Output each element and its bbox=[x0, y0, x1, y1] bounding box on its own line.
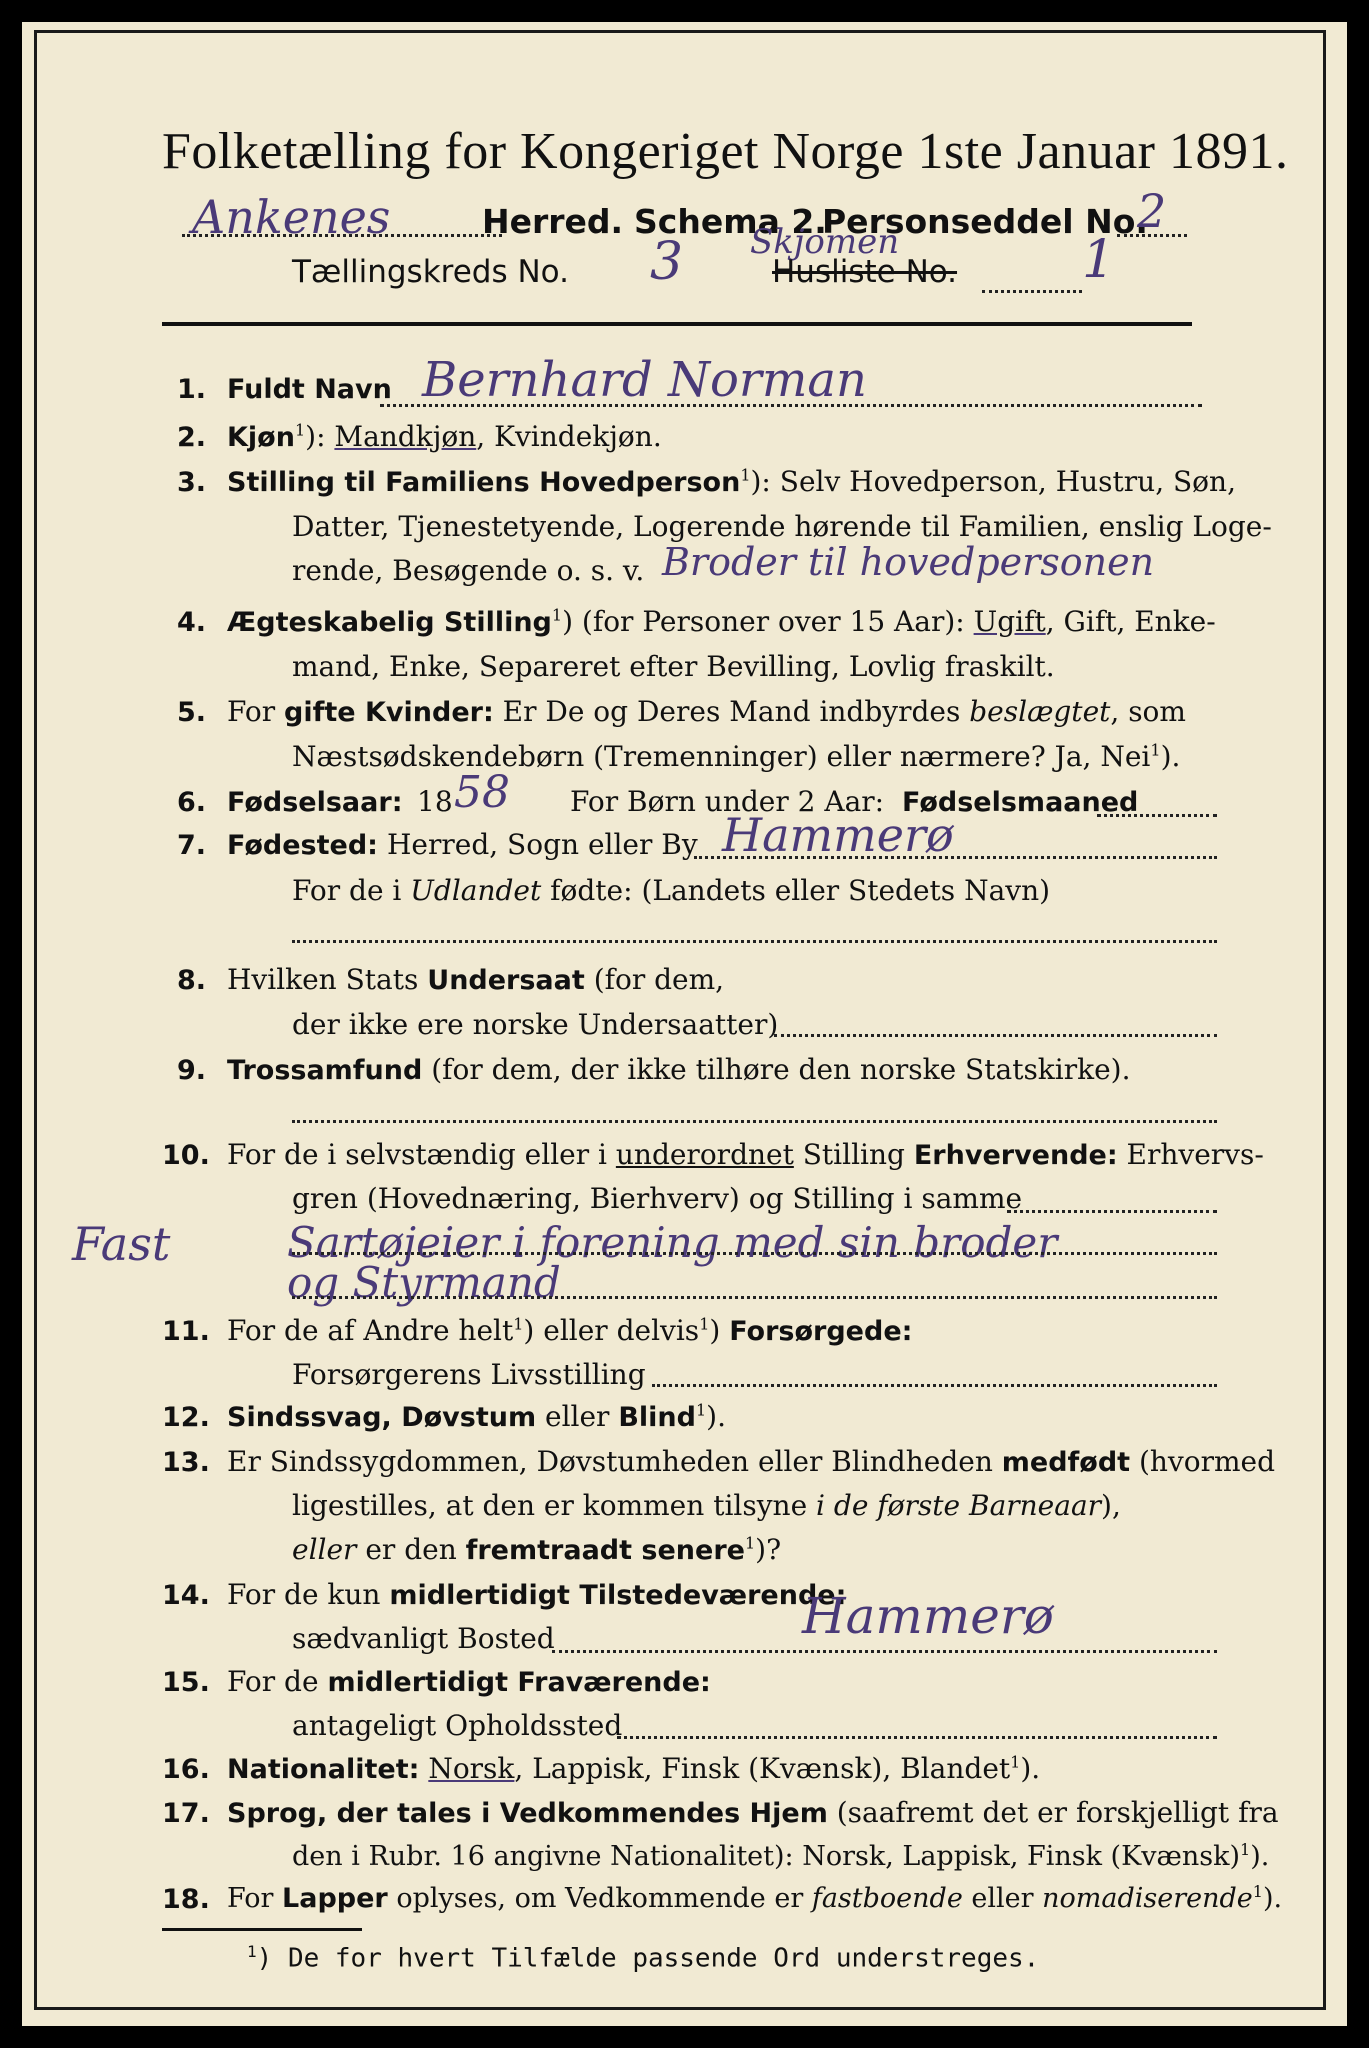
q16-label: Nationalitet: bbox=[227, 1754, 420, 1785]
q10-dots bbox=[1007, 1210, 1217, 1213]
q9-text: (for dem, der ikke tilhøre den norske Statskirke). bbox=[422, 1053, 1131, 1086]
q18-text: For bbox=[227, 1883, 283, 1914]
q15-line2: antageligt Opholdssted bbox=[292, 1709, 623, 1742]
personseddel-value: 2 bbox=[1137, 184, 1167, 238]
q5-text2: Næstsødskendebørn (Tremenninger) eller nærmere? Ja, Nei bbox=[292, 740, 1151, 773]
schema-label: Schema 2. bbox=[634, 202, 827, 241]
q3-value: Broder til hovedpersonen bbox=[662, 540, 1155, 584]
q7-text2b: fødte: (Landets eller Stedets Navn) bbox=[541, 874, 1051, 907]
q10-dots-2 bbox=[292, 1252, 1217, 1255]
q10-value-line1: Sartøjeier i forening med sin broder bbox=[287, 1218, 1058, 1267]
personseddel-dots bbox=[1117, 234, 1187, 237]
q13-line1 bbox=[227, 1445, 1275, 1478]
husliste-label: Husliste No. bbox=[772, 254, 958, 290]
q11-text-b: ) eller delvis bbox=[523, 1314, 700, 1347]
q3-line3: rende, Besøgende o. s. v. bbox=[292, 554, 645, 587]
q11-footnote-ref-2: 1 bbox=[699, 1314, 710, 1334]
q5-footnote-ref: 1 bbox=[1150, 740, 1161, 760]
q11-text: For de af Andre helt bbox=[227, 1314, 514, 1347]
q10-line2: gren (Hovednæring, Bierhverv) og Stilling i samme bbox=[292, 1182, 1023, 1215]
q8-label: Undersaat bbox=[427, 965, 585, 996]
q7-value: Hammerø bbox=[722, 808, 954, 862]
q7-line2 bbox=[292, 874, 1050, 907]
q9-dots bbox=[292, 1120, 1217, 1123]
q14-label: midlertidigt Tilstedeværende: bbox=[389, 1580, 847, 1611]
q8-text-b: (for dem, bbox=[584, 963, 725, 996]
q12-label2: Blind bbox=[618, 1402, 696, 1433]
personseddel-label: Personseddel No. bbox=[822, 202, 1148, 241]
q13-bold2: fremtraadt senere bbox=[465, 1535, 745, 1566]
q15-text: For de bbox=[227, 1665, 328, 1698]
q13-text3b: er den bbox=[356, 1533, 466, 1566]
q17-text2: den i Rubr. 16 angivne Nationalitet): Norsk, Lappisk, Finsk (Kvænsk) bbox=[292, 1841, 1241, 1872]
kreds-label: Tællingskreds No. bbox=[292, 254, 569, 290]
q7-dots bbox=[694, 856, 1217, 859]
q5-text-a: For bbox=[227, 695, 285, 728]
q13-line2 bbox=[292, 1489, 1121, 1522]
q18-line1: For Lapper oplyses, om Vedkommende er fastboende eller nomadiserende$^1$). bbox=[227, 1882, 1283, 1914]
q18-footnote-ref: 1 bbox=[1252, 1882, 1263, 1901]
q16-option-norsk: Norsk bbox=[428, 1752, 515, 1785]
q8-line1 bbox=[227, 963, 724, 996]
q17-label: Sprog, der tales i Vedkommendes Hjem bbox=[227, 1798, 828, 1829]
q15-label: midlertidigt Fraværende: bbox=[327, 1667, 711, 1698]
q12-footnote-ref: 1 bbox=[695, 1400, 707, 1420]
q1-label: Fuldt Navn bbox=[227, 374, 392, 405]
q4-footnote-ref: 1 bbox=[551, 605, 563, 625]
q5-line2: Næstsødskendebørn (Tremenninger) eller nærmere? Ja, Nei$^1$). bbox=[292, 740, 1181, 773]
q18-italic2: nomadiserende bbox=[1042, 1883, 1253, 1914]
q14-value: Hammerø bbox=[802, 1587, 1054, 1645]
q4-text1a: ) (for Personer over 15 Aar): bbox=[562, 605, 974, 638]
q11-label: Forsørgede: bbox=[729, 1316, 913, 1347]
q16-line1: Nationalitet: Norsk, Lappisk, Finsk (Kvænsk), Blandet$^1$). bbox=[227, 1752, 1041, 1785]
q11-number: 11. bbox=[162, 1316, 210, 1347]
q3-footnote-ref: 1 bbox=[740, 465, 751, 485]
q4-line2: mand, Enke, Separeret efter Bevilling, Lovlig fraskilt. bbox=[292, 650, 1055, 683]
q14-dots bbox=[552, 1650, 1217, 1653]
q17-number: 17. bbox=[162, 1798, 210, 1829]
q15-dots bbox=[617, 1736, 1217, 1739]
q7-text2a: For de i bbox=[292, 874, 411, 907]
q2-option-kvindekjon: , Kvindekjøn. bbox=[476, 420, 662, 453]
q10-margin-note: Fast bbox=[72, 1217, 171, 1271]
q3-text1: ): Selv Hovedperson, Hustru, Søn, bbox=[750, 465, 1236, 498]
q4-option-ugift: Ugift bbox=[973, 605, 1046, 638]
q14-line2: sædvanligt Bosted bbox=[292, 1622, 555, 1655]
q5-line1 bbox=[227, 695, 1186, 728]
q13-text1b: (hvormed bbox=[1130, 1445, 1276, 1478]
footnote-mark: 1 bbox=[247, 1942, 257, 1961]
q10-text-a: For de i selvstændig eller i bbox=[227, 1138, 616, 1171]
q12-text: eller bbox=[536, 1400, 619, 1433]
husliste-value: 1 bbox=[1082, 230, 1116, 290]
q6-value: 58 bbox=[454, 767, 510, 818]
q4-text1b: , Gift, Enke- bbox=[1045, 605, 1216, 638]
q3-line1 bbox=[227, 465, 1236, 498]
q11-dots bbox=[652, 1384, 1217, 1387]
q3-line2: Datter, Tjenestetyende, Logerende hørende til Familien, enslig Loge- bbox=[292, 510, 1272, 543]
q12-number: 12. bbox=[162, 1402, 210, 1433]
q8-text-a: Hvilken Stats bbox=[227, 963, 428, 996]
q13-text2a: ligestilles, at den er kommen tilsyne bbox=[292, 1489, 817, 1522]
q14-number: 14. bbox=[162, 1580, 210, 1611]
q10-label: Erhvervende: bbox=[913, 1140, 1118, 1171]
q2-row bbox=[227, 420, 662, 453]
q2-footnote-ref: 1 bbox=[294, 420, 306, 440]
q7-abroad-dots bbox=[292, 940, 1217, 943]
q4-number: 4. bbox=[177, 607, 207, 638]
q8-dots bbox=[774, 1034, 1217, 1037]
q10-text-b: Stilling bbox=[793, 1138, 914, 1171]
herred-label: Herred. bbox=[482, 202, 624, 241]
q11-footnote-ref-1: 1 bbox=[513, 1314, 524, 1334]
q14-line1 bbox=[227, 1578, 846, 1611]
q12-line1: Sindssvag, Døvstum eller Blind$^1$). bbox=[227, 1400, 726, 1433]
q13-number: 13. bbox=[162, 1447, 210, 1478]
q5-number: 5. bbox=[177, 697, 207, 728]
form-title: Folketælling for Kongeriget Norge 1ste Januar 1891. bbox=[162, 123, 1289, 180]
q18-label: Lapper bbox=[282, 1883, 388, 1914]
census-form-page bbox=[22, 22, 1347, 2026]
q13-bold: medfødt bbox=[1001, 1447, 1131, 1478]
q18-text2: oplyses, om Vedkommende er bbox=[387, 1883, 812, 1914]
q4-label: Ægteskabelig Stilling bbox=[227, 607, 552, 638]
q2-label: Kjøn bbox=[227, 422, 295, 453]
q5-italic: beslægtet bbox=[969, 695, 1111, 728]
q15-number: 15. bbox=[162, 1667, 210, 1698]
q5-text1b: , som bbox=[1110, 695, 1186, 728]
q18-italic1: fastboende bbox=[811, 1883, 963, 1914]
q6-text: For Børn under 2 Aar: bbox=[570, 785, 885, 818]
q13-italic: i de første Barneaar bbox=[816, 1489, 1102, 1522]
q13-text3a: eller bbox=[292, 1533, 357, 1566]
q10-number: 10. bbox=[162, 1140, 210, 1171]
footnote bbox=[247, 1942, 1039, 1974]
q1-value-name: Bernhard Norman bbox=[422, 352, 867, 408]
q17-footnote-ref: 1 bbox=[1240, 1840, 1251, 1859]
q13-text2b: ), bbox=[1101, 1489, 1121, 1522]
q2-number: 2. bbox=[177, 422, 207, 453]
q3-number: 3. bbox=[177, 467, 207, 498]
q16-text: , Lappisk, Finsk (Kvænsk), Blandet bbox=[514, 1752, 1011, 1785]
q13-footnote-ref: 1 bbox=[744, 1533, 756, 1553]
q5-text1: Er De og Deres Mand indbyrdes bbox=[493, 695, 970, 728]
q12-label: Sindssvag, Døvstum bbox=[227, 1402, 537, 1433]
husliste-dots bbox=[982, 290, 1082, 293]
q16-footnote-ref: 1 bbox=[1010, 1752, 1021, 1772]
q11-line2: Forsørgerens Livsstilling bbox=[292, 1358, 646, 1391]
q9-number: 9. bbox=[177, 1055, 207, 1086]
q6-label2: Fødselsmaaned bbox=[902, 787, 1139, 818]
q8-line2: der ikke ere norske Undersaatter) bbox=[292, 1008, 779, 1041]
q6-prefix: 18 bbox=[417, 785, 453, 818]
q13-line3: eller er den fremtraadt senere$^1$)? bbox=[292, 1533, 782, 1566]
q10-value-line2: og Styrmand bbox=[287, 1258, 561, 1307]
q7-label: Fødested: bbox=[227, 830, 378, 861]
q9-label: Trossamfund bbox=[227, 1055, 423, 1086]
q7-italic: Udlandet bbox=[410, 874, 542, 907]
herred-value: Ankenes bbox=[192, 190, 391, 244]
q5-label: gifte Kvinder: bbox=[284, 697, 494, 728]
q2-text: ): bbox=[305, 420, 335, 453]
q2-option-mandkjon: Mandkjøn bbox=[334, 420, 477, 453]
q17-line1 bbox=[227, 1796, 1279, 1829]
q9-line1 bbox=[227, 1053, 1130, 1086]
header-rule bbox=[162, 322, 1192, 326]
q1-number: 1. bbox=[177, 374, 207, 405]
footnote-rule bbox=[162, 1928, 362, 1931]
q11-line1: For de af Andre helt$^1$) eller delvis$^1$) Forsørgede: bbox=[227, 1314, 913, 1347]
q7-text: Herred, Sogn eller By bbox=[387, 828, 698, 861]
q10-line1 bbox=[227, 1138, 1264, 1171]
q16-number: 16. bbox=[162, 1754, 210, 1785]
q13-text1a: Er Sindssygdommen, Døvstumheden eller Blindheden bbox=[227, 1445, 1002, 1478]
q17-text1: (saafremt det er forskjelligt fra bbox=[827, 1796, 1279, 1829]
q7-number: 7. bbox=[177, 830, 207, 861]
q17-line2: den i Rubr. 16 angivne Nationalitet): Norsk, Lappisk, Finsk (Kvænsk)$^1$). bbox=[292, 1840, 1270, 1872]
q10-underordnet: underordnet bbox=[615, 1138, 794, 1171]
q6-label: Fødselsaar: bbox=[227, 787, 403, 818]
q10-text-c: Erhvervs- bbox=[1117, 1138, 1264, 1171]
q8-number: 8. bbox=[177, 965, 207, 996]
q18-text3: eller bbox=[962, 1883, 1043, 1914]
q15-line1 bbox=[227, 1665, 711, 1698]
q3-label: Stilling til Familiens Hovedperson bbox=[227, 467, 741, 498]
herred-dots bbox=[182, 234, 502, 237]
q10-dots-3 bbox=[292, 1296, 1217, 1299]
q4-line1 bbox=[227, 605, 1216, 638]
kreds-name: Skjomen bbox=[750, 222, 900, 262]
footnote-text: ) De for hvert Tilfælde passende Ord understreges. bbox=[256, 1943, 1040, 1974]
q14-text: For de kun bbox=[227, 1578, 390, 1611]
q18-number: 18. bbox=[162, 1884, 210, 1915]
q6-dots bbox=[1097, 814, 1217, 817]
kreds-value: 3 bbox=[650, 232, 684, 292]
q6-number: 6. bbox=[177, 787, 207, 818]
